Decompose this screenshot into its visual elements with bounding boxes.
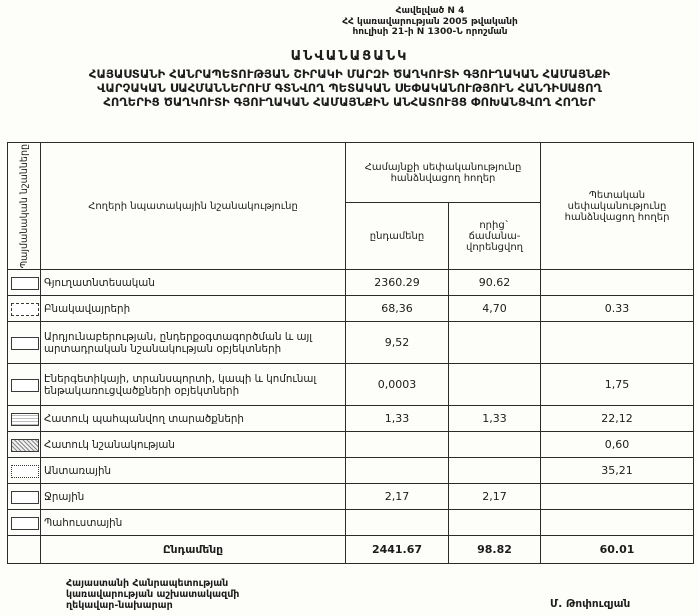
legend-swatch-icon: [11, 491, 39, 504]
cell-total: 9,52: [346, 322, 449, 364]
cell-ofwhich: 98.82: [449, 536, 541, 564]
cell-sign: [8, 322, 41, 364]
cell-sign: [8, 458, 41, 484]
cell-state: 0.33: [541, 296, 694, 322]
cell-sign: [8, 406, 41, 432]
cell-sign: [8, 536, 41, 564]
cell-ofwhich: [449, 510, 541, 536]
cell-sign: [8, 364, 41, 406]
page-title: ԱՆՎԱՆԱՑԱՆԿ: [290, 49, 409, 64]
footer-org-line: ղեկավար-նախարար: [66, 600, 173, 611]
table-row: [8, 406, 694, 432]
community-group-header: Համայնքի սեփականությունը հանձնվացող հողեր: [346, 143, 541, 203]
table-row: [8, 510, 694, 536]
legend-swatch-icon: [11, 465, 39, 478]
cell-total: 2360.29: [346, 270, 449, 296]
annex-line: հուլիսի 21-ի N 1300-Ն որոշման: [352, 27, 508, 37]
cell-sign: [8, 484, 41, 510]
table-row: [8, 296, 694, 322]
ofwhich-subheader: որից` ճամանա-վորենցվող: [449, 203, 541, 270]
cell-ofwhich: 90.62: [449, 270, 541, 296]
table-row: [8, 364, 694, 406]
signs-header-label: Պայմանական նշանները: [18, 144, 30, 269]
cell-ofwhich: [449, 432, 541, 458]
cell-name: Ընդամենը: [41, 536, 346, 564]
annex-reference: [250, 6, 610, 38]
cell-name: Պահուստային: [41, 510, 346, 536]
cell-state: 35,21: [541, 458, 694, 484]
total-subheader: ընդամենը: [346, 203, 449, 270]
table-row: [8, 484, 694, 510]
cell-state: 1,75: [541, 364, 694, 406]
cell-state: [541, 270, 694, 296]
cell-state: [541, 484, 694, 510]
footer-org-line: Հայաստանի Հանրապետության: [66, 578, 229, 589]
cell-sign: [8, 432, 41, 458]
cell-state: 60.01: [541, 536, 694, 564]
cell-total: 0,0003: [346, 364, 449, 406]
land-allocation-table: [7, 142, 694, 564]
cell-sign: [8, 296, 41, 322]
annex-line: ՀՀ կառավարության 2005 թվականի: [342, 16, 518, 27]
legend-swatch-icon: [11, 517, 39, 530]
footer-organization: [66, 578, 239, 611]
cell-state: [541, 510, 694, 536]
signature-name: Մ. Թոփուզյան: [550, 598, 631, 610]
footer-org-line: կառավարության աշխատակազմի: [66, 589, 240, 600]
cell-total: [346, 432, 449, 458]
cell-name: Հատուկ պահպանվող տարածքների: [41, 406, 346, 432]
cell-ofwhich: 4,70: [449, 296, 541, 322]
signs-column-header: [8, 143, 41, 270]
legend-swatch-icon: [11, 379, 39, 392]
cell-ofwhich: [449, 322, 541, 364]
cell-name: Բնակավայրերի: [41, 296, 346, 322]
cell-total: [346, 510, 449, 536]
table-row: [8, 432, 694, 458]
legend-swatch-icon: [11, 413, 39, 426]
state-column-header: Պետական սեփականությունը հանձնվացող հողեր: [541, 143, 694, 270]
legend-swatch-icon: [11, 337, 39, 350]
cell-sign: [8, 270, 41, 296]
cell-name: Արդյունաբերության, ընդերքօգտագործման և այլ արտադրական նշանակության օբյեկտների: [41, 322, 346, 364]
table-row: [8, 322, 694, 364]
cell-ofwhich: [449, 458, 541, 484]
document-subtitle: [0, 67, 699, 109]
cell-state: 22,12: [541, 406, 694, 432]
table-row: [8, 270, 694, 296]
legend-swatch-icon: [11, 303, 39, 316]
cell-name: Ջրային: [41, 484, 346, 510]
purpose-column-header: Հողերի նպատակային նշանակությունը: [41, 143, 346, 270]
cell-state: 0,60: [541, 432, 694, 458]
total-row: [8, 536, 694, 564]
cell-name: Հատուկ նշանակության: [41, 432, 346, 458]
legend-swatch-icon: [11, 277, 39, 290]
annex-line: Հավելված N 4: [395, 6, 465, 16]
cell-sign: [8, 510, 41, 536]
subtitle-line: ՎԱՐՉԱԿԱՆ ՍԱՀՄԱՆՆԵՐՈՒՄ ԳՏՆՎՈՂ ՊԵՏԱԿԱՆ ՍԵՓԱԿԱՆՈՒԹՅՈՒՆ ՀԱՆԴԻՍԱՑՈՂ: [97, 81, 602, 95]
legend-swatch-icon: [11, 439, 39, 452]
cell-ofwhich: 2,17: [449, 484, 541, 510]
cell-total: 2441.67: [346, 536, 449, 564]
cell-total: [346, 458, 449, 484]
cell-total: 68,36: [346, 296, 449, 322]
cell-ofwhich: 1,33: [449, 406, 541, 432]
cell-total: 2,17: [346, 484, 449, 510]
cell-name: Գյուղատնտեսական: [41, 270, 346, 296]
subtitle-line: ՀԱՅԱՍՏԱՆԻ ՀԱՆՐԱՊԵՏՈՒԹՅԱՆ ՇԻՐԱԿԻ ՄԱՐԶԻ ԾԱՂԿՈՒՏԻ ԳՅՈՒՂԱԿԱՆ ՀԱՄԱՅՆՔԻ: [88, 67, 611, 81]
cell-state: [541, 322, 694, 364]
cell-name: Անտառային: [41, 458, 346, 484]
cell-name: Էներգետիկայի, տրանսպորտի, կապի և կոմունալ ենթակառուցվածքների օբյեկտների: [41, 364, 346, 406]
cell-ofwhich: [449, 364, 541, 406]
table-row: [8, 458, 694, 484]
cell-total: 1,33: [346, 406, 449, 432]
subtitle-line: ՀՈՂԵՐԻՑ ԾԱՂԿՈՒՏԻ ԳՅՈՒՂԱԿԱՆ ՀԱՄԱՅՆՔԻՆ ԱՆՀԱՏՈՒՅՑ ՓՈԽԱՆՑՎՈՂ ՀՈՂԵՐ: [103, 95, 596, 109]
